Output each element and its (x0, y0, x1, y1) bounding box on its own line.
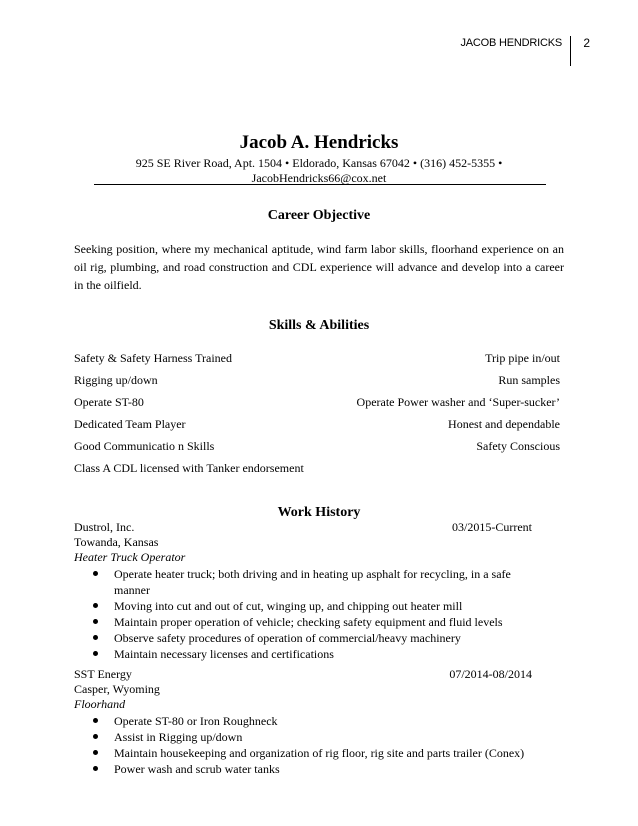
skill-right: Trip pipe in/out (485, 351, 560, 365)
skill-row (74, 438, 560, 460)
running-header-name: JACOB HENDRICKS (460, 37, 562, 49)
job-duties (74, 566, 544, 662)
objective-text: Seeking position, where my mechanical aptitude, wind farm labor skills, floorhand experience on an oil rig, plumbing, and road construction and CDL experience will advance and develop into a career in the oilfield. (74, 242, 564, 292)
duty-item: Maintain necessary licenses and certifications (114, 646, 544, 662)
skill-row (74, 394, 560, 416)
objective-heading: Career Objective (267, 208, 371, 223)
duty-item: Maintain housekeeping and organization of rig floor, rig site and parts trailer (Conex) (114, 745, 544, 761)
job-role: Floorhand (74, 697, 126, 711)
email-line: JacobHendricks66@cox.net (251, 171, 387, 185)
job-duties (74, 713, 544, 777)
work-history-heading: Work History (277, 505, 361, 520)
job-dates: 03/2015-Current (452, 520, 532, 534)
job-company: SST Energy (74, 667, 132, 681)
skill-row (74, 372, 560, 394)
skill-left: Dedicated Team Player (74, 417, 186, 431)
candidate-name: Jacob A. Hendricks (239, 132, 399, 153)
job-entry (74, 520, 544, 662)
duty-item: Power wash and scrub water tanks (114, 761, 544, 777)
duty-item: Maintain proper operation of vehicle; checking safety equipment and fluid levels (114, 614, 544, 630)
skills-heading: Skills & Abilities (268, 318, 370, 333)
contact-info (0, 156, 638, 186)
skills-list (74, 350, 560, 482)
skill-right: Honest and dependable (448, 417, 560, 431)
running-header (460, 36, 571, 66)
skill-left: Rigging up/down (74, 373, 158, 387)
skill-left: Good Communicatio n Skills (74, 439, 215, 453)
skill-right: Safety Conscious (476, 439, 560, 453)
skill-right: Operate Power washer and ‘Super-sucker’ (356, 395, 560, 409)
skill-row (74, 416, 560, 438)
skill-row (74, 460, 560, 482)
job-location: Casper, Wyoming (74, 682, 160, 696)
duty-item: Moving into cut and out of cut, winging up, and chipping out heater mill (114, 598, 544, 614)
duty-item: Observe safety procedures of operation of commercial/heavy machinery (114, 630, 544, 646)
duty-item: Operate ST-80 or Iron Roughneck (114, 713, 544, 729)
skill-left: Operate ST-80 (74, 395, 144, 409)
address-line: 925 SE River Road, Apt. 1504 • Eldorado, Kansas 67042 • (316) 452-5355 • (135, 156, 503, 170)
job-location: Towanda, Kansas (74, 535, 159, 549)
job-role: Heater Truck Operator (74, 550, 186, 564)
skill-left: Safety & Safety Harness Trained (74, 351, 232, 365)
duty-item: Operate heater truck; both driving and in heating up asphalt for recycling, in a safe manner (114, 566, 544, 598)
job-dates: 07/2014-08/2014 (449, 667, 532, 681)
skill-row (74, 350, 560, 372)
skill-right: Run samples (498, 373, 560, 387)
job-company: Dustrol, Inc. (74, 520, 135, 534)
header-divider (94, 184, 546, 185)
job-entry (74, 667, 544, 777)
skill-left: Class A CDL licensed with Tanker endorsement (74, 461, 304, 475)
page-number: 2 (583, 36, 590, 50)
duty-item: Assist in Rigging up/down (114, 729, 544, 745)
